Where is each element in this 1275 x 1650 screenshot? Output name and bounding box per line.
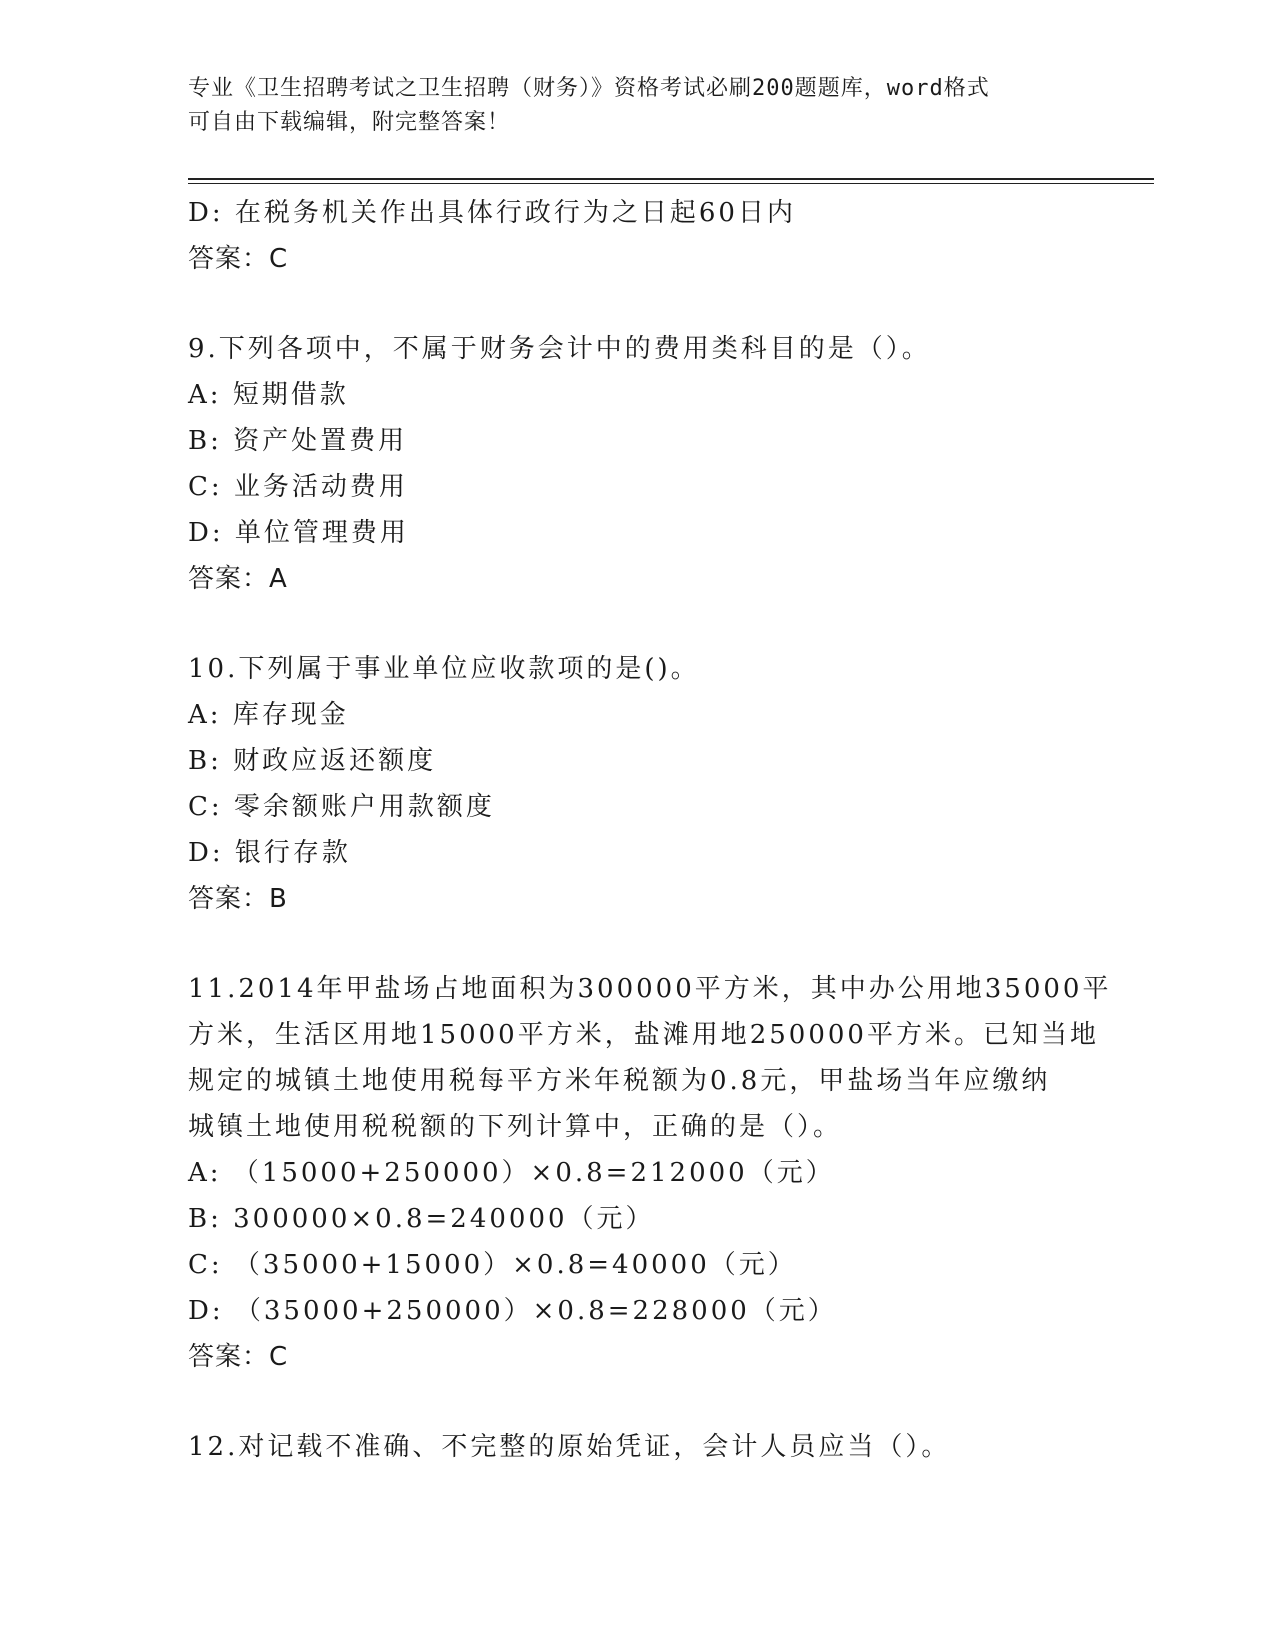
question-9-option-c: C: 业务活动费用 bbox=[188, 472, 408, 502]
question-11-option-c: C: （35000+15000）×0.8=40000（元） bbox=[188, 1250, 797, 1280]
question-10 bbox=[188, 646, 1068, 922]
header-title-line-1: 专业《卫生招聘考试之卫生招聘（财务）》资格考试必刷200题题库，word格式 bbox=[188, 76, 990, 101]
header-title-line-2: 可自由下载编辑，附完整答案！ bbox=[188, 110, 511, 135]
question-10-option-d: D: 银行存款 bbox=[188, 838, 351, 868]
header-divider-thin bbox=[188, 183, 1154, 184]
question-10-stem: 10.下列属于事业单位应收款项的是()。 bbox=[188, 654, 700, 684]
question-8 bbox=[188, 190, 1068, 282]
question-11-stem-line-4: 城镇土地使用税税额的下列计算中，正确的是（）。 bbox=[188, 1112, 843, 1142]
question-11-option-d: D: （35000+250000）×0.8=228000（元） bbox=[188, 1296, 837, 1326]
question-10-option-a: A: 库存现金 bbox=[188, 700, 349, 730]
question-12 bbox=[188, 1424, 1068, 1470]
question-11 bbox=[188, 966, 1112, 1380]
question-9-answer: 答案：A bbox=[188, 564, 288, 594]
question-8-option-d: D: 在税务机关作出具体行政行为之日起60日内 bbox=[188, 198, 796, 228]
question-9 bbox=[188, 326, 1068, 602]
question-9-option-d: D: 单位管理费用 bbox=[188, 518, 409, 548]
question-11-answer: 答案：C bbox=[188, 1342, 289, 1372]
question-11-option-b: B: 300000×0.8=240000（元） bbox=[188, 1204, 655, 1234]
question-11-stem-line-2: 方米，生活区用地15000平方米，盐滩用地250000平方米。已知当地 bbox=[188, 1020, 1099, 1050]
header-divider-thick bbox=[188, 178, 1154, 180]
question-10-option-b: B: 财政应返还额度 bbox=[188, 746, 437, 776]
question-12-stem: 12.对记载不准确、不完整的原始凭证，会计人员应当（）。 bbox=[188, 1432, 951, 1462]
question-9-option-b: B: 资产处置费用 bbox=[188, 426, 408, 456]
question-9-stem: 9.下列各项中，不属于财务会计中的费用类科目的是（）。 bbox=[188, 334, 931, 364]
question-11-stem-line-1: 11.2014年甲盐场占地面积为300000平方米，其中办公用地35000平 bbox=[188, 974, 1112, 1004]
question-11-stem-line-3: 规定的城镇土地使用税每平方米年税额为0.8元，甲盐场当年应缴纳 bbox=[188, 1066, 1051, 1096]
question-9-option-a: A: 短期借款 bbox=[188, 380, 349, 410]
document-header bbox=[188, 72, 1068, 140]
document-body bbox=[188, 190, 1112, 1470]
question-11-option-a: A: （15000+250000）×0.8=212000（元） bbox=[188, 1158, 835, 1188]
question-8-answer: 答案：C bbox=[188, 244, 289, 274]
question-10-option-c: C: 零余额账户用款额度 bbox=[188, 792, 495, 822]
question-10-answer: 答案：B bbox=[188, 884, 288, 914]
